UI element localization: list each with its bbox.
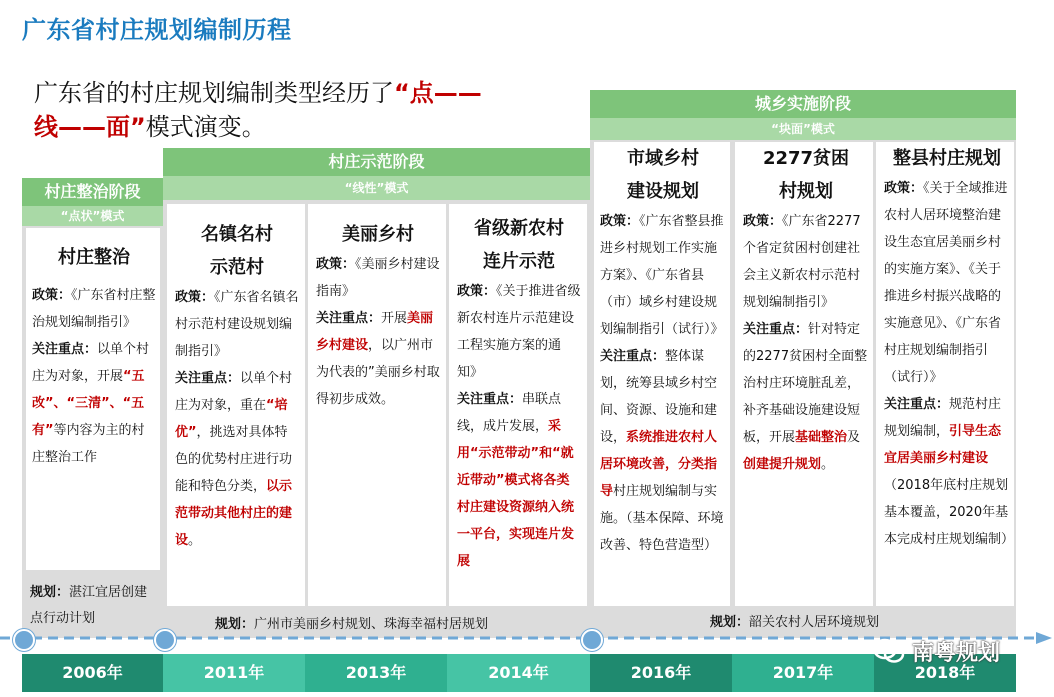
- intro-red-1: “点——: [394, 79, 482, 107]
- focus-text: ，挑选对具体特色的优势村庄进行功能和特色分类，: [175, 425, 293, 494]
- card-cunzhuang-zhengzhi: [26, 228, 160, 570]
- card-title-2: 建设规划: [627, 181, 699, 202]
- year-2011: 2011年: [163, 654, 305, 692]
- intro-post: 模式演变。: [145, 113, 266, 141]
- focus-text: 及: [847, 430, 861, 445]
- timeline-dot-2016: [581, 629, 603, 651]
- plan-label: 规划：: [30, 585, 70, 600]
- page-title: 广东省村庄规划编制历程: [22, 16, 292, 44]
- focus-highlight: 系统推进农村人居环境改善，分类指导: [600, 430, 718, 499]
- policy-label: 政策：: [316, 257, 356, 272]
- focus-highlight: 美丽乡村建设: [316, 311, 434, 353]
- card-title: 市域乡村: [627, 148, 699, 169]
- focus-text: （2018年底村庄规划基本覆盖，2020年基本完成村庄规划编制）: [884, 478, 1015, 547]
- plan-text: 广州市美丽乡村规划、珠海幸福村居规划: [254, 617, 489, 632]
- year-2017: 2017年: [732, 654, 874, 692]
- focus-text: 村庄规划编制与实施。（基本保障、环境改善、特色营造型）: [600, 484, 724, 553]
- focus-highlight: 基础整治: [795, 430, 848, 445]
- card-mingzhen-mingcun: [167, 204, 305, 606]
- focus-highlight: “培优”: [175, 398, 288, 440]
- card-meili-xiangcun: [308, 204, 446, 606]
- year-2006: 2006年: [22, 654, 163, 692]
- card-zhengxian-cunzhuang: [876, 142, 1014, 606]
- policy-label: 政策：: [175, 290, 215, 305]
- intro-text: [34, 76, 574, 144]
- timeline-dot-2006: [13, 629, 35, 651]
- focus-highlight: “五改”、“三清”、“五有”: [32, 369, 145, 438]
- policy-text: 《美丽乡村建设指南》: [316, 257, 440, 299]
- focus-text: 规范村庄规划编制，: [884, 397, 1002, 439]
- card-body: [457, 278, 581, 575]
- stage-name-3: 城乡实施阶段: [590, 90, 1016, 118]
- wechat-icon: [872, 637, 906, 665]
- focus-label: 关注重点：: [743, 322, 809, 337]
- focus-label: 关注重点：: [457, 392, 523, 407]
- card-title-2: 示范村: [210, 257, 264, 278]
- focus-text: 串联点线，成片发展，: [457, 392, 562, 434]
- policy-label: 政策：: [457, 284, 497, 299]
- focus-label: 关注重点：: [884, 397, 950, 412]
- card-body: [175, 284, 299, 554]
- policy-text: 《广东省2277个省定贫困村创建社会主义新农村示范村规划编制指引》: [743, 214, 861, 310]
- plan-label: 规划：: [215, 617, 255, 632]
- policy-label: 政策：: [32, 288, 72, 303]
- plan-label: 规划：: [710, 615, 750, 630]
- focus-text: 针对特定的2277贫困村全面整治村庄环境脏乱差，补齐基础设施建设短板，开展: [743, 322, 868, 445]
- intro-pre: 广东省的村庄规划编制类型经历了: [34, 79, 394, 107]
- policy-label: 政策：: [743, 214, 783, 229]
- card-body: [884, 175, 1015, 553]
- stage-mode-3: “块面”模式: [590, 118, 1016, 140]
- card-xinnongcun-lianpian: [449, 204, 587, 606]
- year-2018: 2018年: [874, 654, 1016, 692]
- policy-label: 政策：: [600, 214, 640, 229]
- policy-text: 《广东省名镇名村示范村建设规划编制指引》: [175, 290, 299, 359]
- policy-text: 《关于全域推进农村人居环境整治建设生态宜居美丽乡村的实施方案》、《关于推进乡村振兴战略的实施意见》、《广东省村庄规划编制指引（试行）》: [884, 181, 1008, 385]
- card-2277-pinkuncun: [735, 142, 873, 606]
- card-title: 整县村庄规划: [893, 148, 1001, 169]
- card-body: [32, 282, 156, 471]
- focus-label: 关注重点：: [32, 342, 98, 357]
- card-title: 名镇名村: [201, 224, 273, 245]
- focus-text: 开展: [381, 311, 408, 326]
- policy-label: 政策：: [884, 181, 924, 196]
- focus-label: 关注重点：: [316, 311, 382, 326]
- stage-mode-1: “点状”模式: [22, 206, 163, 226]
- card-body: [316, 251, 440, 413]
- plan-stage-1: [30, 580, 158, 632]
- year-2013: 2013年: [305, 654, 447, 692]
- year-2016: 2016年: [590, 654, 732, 692]
- timeline-dot-2011: [154, 629, 176, 651]
- plan-text: 韶关农村人居环境规划: [749, 615, 880, 630]
- watermark-text: 南粤规划: [912, 640, 1001, 666]
- plan-text: 湛江宜居创建点行动计划: [30, 585, 148, 626]
- focus-text: 以单个村庄为对象，开展: [32, 342, 150, 384]
- card-title: 省级新农村: [474, 218, 564, 239]
- card-title: 2277贫困: [762, 148, 850, 169]
- policy-text: 《关于推进省级新农村连片示范建设工程实施方案的通知》: [457, 284, 581, 380]
- years-bar: [22, 654, 1016, 692]
- focus-highlight: 以示范带动其他村庄的建设: [175, 479, 293, 548]
- card-shiyu-xiangcun: [594, 142, 730, 606]
- card-title-2: 连片示范: [483, 251, 555, 272]
- focus-highlight: 创建提升规划: [743, 457, 822, 472]
- focus-text: 等内容为主的村庄整治工作: [32, 423, 145, 465]
- focus-highlight: 采用“示范带动”和“就近带动”模式将各类村庄建设资源纳入统一平台，实现连片发展: [457, 419, 575, 569]
- focus-text: 以单个村庄为对象，重在: [175, 371, 293, 413]
- intro-red-2: 线——面”: [34, 113, 146, 141]
- card-body: [743, 208, 869, 478]
- policy-text: 《广东省整县推进乡村规划工作实施方案》、《广东省县（市）域乡村建设规划编制指引（试行）》: [600, 214, 724, 337]
- focus-text: ，以广州市为代表的”美丽乡村取得初步成效。: [316, 338, 440, 407]
- focus-text: 。: [188, 533, 202, 548]
- focus-text: 整体谋划，统筹县域乡村空间、资源、设施和建设，: [600, 349, 718, 445]
- watermark: [872, 636, 1000, 666]
- focus-label: 关注重点：: [175, 371, 241, 386]
- stage-name-2: 村庄示范阶段: [163, 148, 590, 176]
- card-title: 美丽乡村: [342, 224, 414, 245]
- focus-highlight: 引导生态宜居美丽乡村建设: [884, 424, 1002, 466]
- focus-label: 关注重点：: [600, 349, 666, 364]
- stage-name-1: 村庄整治阶段: [22, 178, 163, 206]
- stage-mode-2: “线性”模式: [163, 176, 590, 200]
- card-body: [600, 208, 726, 559]
- card-title: 村庄整治: [58, 247, 130, 268]
- year-2014: 2014年: [447, 654, 590, 692]
- card-title-2: 村规划: [779, 181, 833, 202]
- focus-text: 。: [821, 457, 835, 472]
- policy-text: 《广东省村庄整治规划编制指引》: [32, 288, 156, 330]
